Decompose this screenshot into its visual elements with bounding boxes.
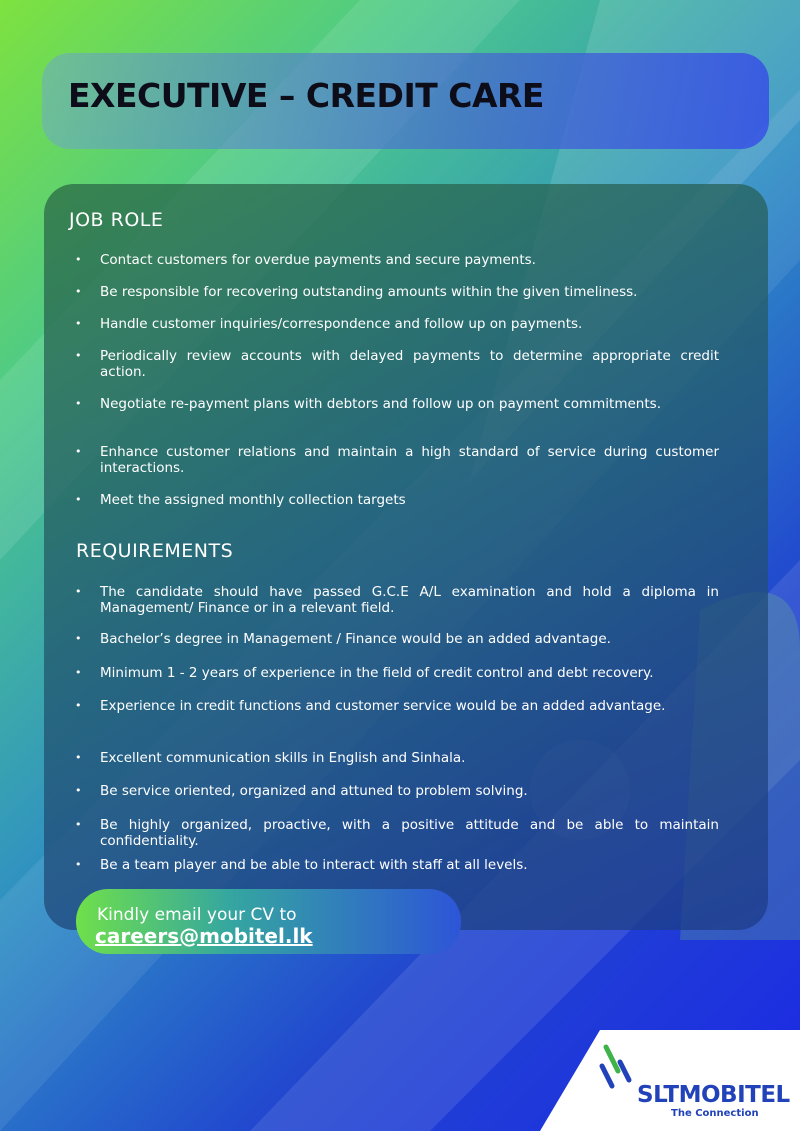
list-item: • Be service oriented, organized and attuned to problem solving. bbox=[75, 783, 528, 799]
bullet-icon: • bbox=[75, 751, 82, 764]
bullet-icon: • bbox=[75, 632, 82, 645]
bullet-icon: • bbox=[75, 317, 82, 330]
bullet-icon: • bbox=[75, 585, 82, 598]
bullet-icon: • bbox=[75, 285, 82, 298]
email-link[interactable]: careers@mobitel.lk bbox=[95, 924, 313, 948]
bullet-icon: • bbox=[75, 858, 82, 871]
list-item: • The candidate should have passed G.C.E A/L examination and hold a diploma in Management/ Finance or in a relevant field. bbox=[75, 584, 719, 616]
bullet-icon: • bbox=[75, 397, 82, 410]
bullet-icon: • bbox=[75, 349, 82, 362]
logo-panel bbox=[540, 1030, 800, 1131]
bullet-icon: • bbox=[75, 666, 82, 679]
list-item: • Be a team player and be able to interact with staff at all levels. bbox=[75, 857, 528, 873]
bullet-icon: • bbox=[75, 818, 82, 831]
logo-tagline: The Connection bbox=[671, 1108, 759, 1119]
list-item: • Minimum 1 - 2 years of experience in the field of credit control and debt recovery. bbox=[75, 665, 654, 681]
requirements-heading: REQUIREMENTS bbox=[76, 540, 234, 562]
list-item: • Enhance customer relations and maintain a high standard of service during customer interactions. bbox=[75, 444, 719, 476]
job-role-heading: JOB ROLE bbox=[69, 209, 164, 231]
bullet-icon: • bbox=[75, 493, 82, 506]
list-item: • Handle customer inquiries/correspondence and follow up on payments. bbox=[75, 316, 583, 332]
list-item: • Negotiate re-payment plans with debtors and follow up on payment commitments. bbox=[75, 396, 661, 412]
list-item: • Meet the assigned monthly collection targets bbox=[75, 492, 406, 508]
list-item: • Be highly organized, proactive, with a positive attitude and be able to maintain confidentiality. bbox=[75, 817, 719, 849]
page-title: EXECUTIVE – CREDIT CARE bbox=[68, 76, 544, 115]
bullet-icon: • bbox=[75, 445, 82, 458]
list-item: • Periodically review accounts with delayed payments to determine appropriate credit action. bbox=[75, 348, 719, 380]
list-item: • Excellent communication skills in English and Sinhala. bbox=[75, 750, 466, 766]
cta-text: Kindly email your CV to bbox=[97, 905, 297, 925]
list-item: • Be responsible for recovering outstanding amounts within the given timeliness. bbox=[75, 284, 638, 300]
bullet-icon: • bbox=[75, 784, 82, 797]
list-item: • Bachelor’s degree in Management / Finance would be an added advantage. bbox=[75, 631, 611, 647]
bullet-icon: • bbox=[75, 253, 82, 266]
bullet-icon: • bbox=[75, 699, 82, 712]
list-item: • Experience in credit functions and customer service would be an added advantage. bbox=[75, 698, 666, 714]
list-item: • Contact customers for overdue payments and secure payments. bbox=[75, 252, 536, 268]
logo-wordmark: SLTMOBITEL bbox=[637, 1082, 790, 1108]
